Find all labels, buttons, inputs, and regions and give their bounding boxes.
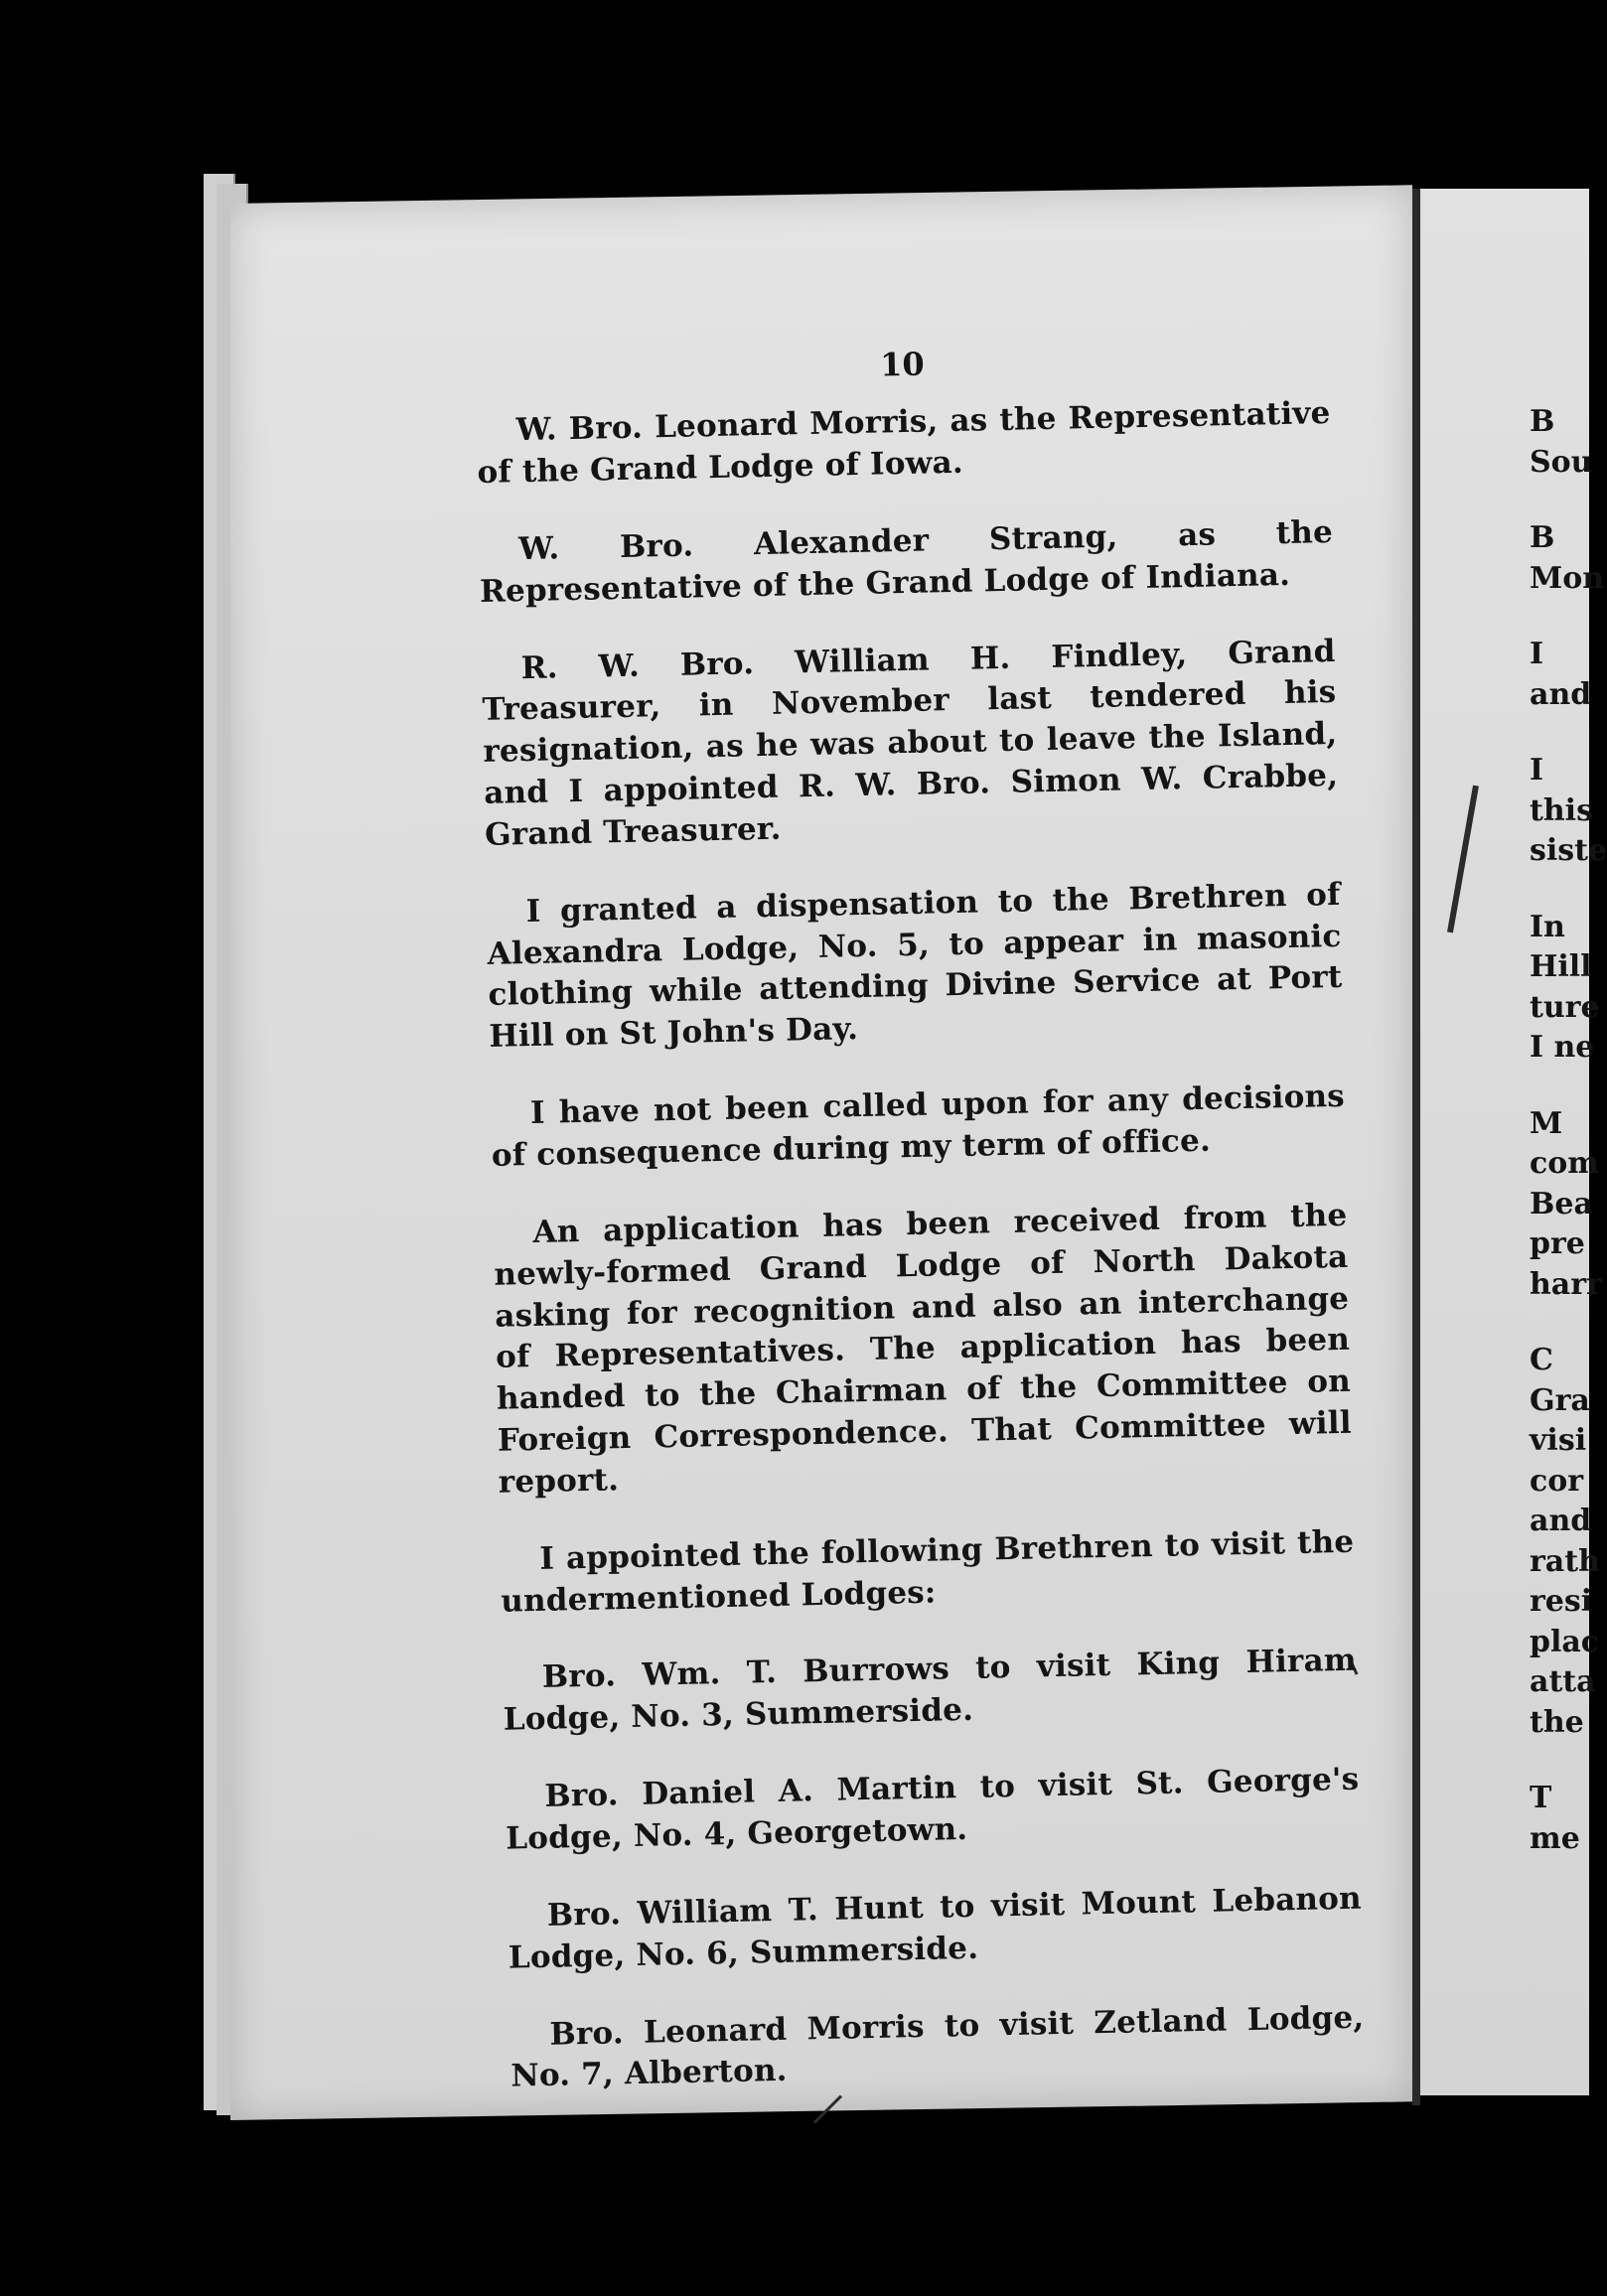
facing-fragment: I ne [1530, 1030, 1595, 1065]
facing-fragment: and [1530, 676, 1592, 712]
facing-fragment: T [1530, 1781, 1552, 1815]
facing-fragment: siste [1530, 833, 1607, 868]
facing-fragment: this [1530, 792, 1593, 828]
paragraph: I appointed the following Brethren to visit the undermentioned Lodges: [500, 1523, 1355, 1620]
paragraph: R. W. Bro. William H. Findley, Grand Treasurer, in November last tendered his resignation, as he was about to leave the Island, and I appointed R. W. Bro. Simon W. Crabbe, Grand Treasurer. [482, 633, 1339, 853]
paragraph: Bro. Wm. T. Burrows to visit King Hiram Lodge, No. 3, Summerside. [503, 1643, 1358, 1738]
paragraph: Bro. Leonard Morris to visit Zetland Lodge, No. 7, Alberton. [510, 1999, 1365, 2094]
facing-fragment: rath [1530, 1543, 1600, 1579]
page-text [475, 335, 1366, 2134]
facing-fragment: Gra [1530, 1382, 1590, 1418]
facing-fragment: atta [1530, 1664, 1596, 1699]
facing-fragment: the [1530, 1704, 1584, 1740]
paragraph: I granted a dispensation to the Brethren of Alexandra Lodge, No. 5, to appear in masonic clothing while attending Divine Service at Port Hill on St John's Day. [487, 876, 1343, 1056]
facing-fragment: In [1530, 909, 1565, 944]
facing-fragment: Sou [1530, 444, 1593, 480]
facing-fragment: ture [1530, 989, 1600, 1025]
facing-fragment: and [1530, 1504, 1592, 1538]
facing-fragment: me [1530, 1820, 1580, 1856]
facing-fragment: pre [1530, 1226, 1585, 1261]
facing-fragment: B [1530, 520, 1555, 555]
paragraph: Bro. William T. Hunt to visit Mount Lebanon Lodge, No. 6, Summerside. [508, 1880, 1363, 1976]
facing-fragment: plac [1530, 1624, 1600, 1659]
facing-fragment: com [1530, 1146, 1600, 1181]
paragraph: W. Bro. Alexander Strang, as the Representative of the Grand Lodge of Indiana. [479, 513, 1334, 610]
book-gutter [1412, 189, 1420, 2105]
facing-fragment: Hill [1530, 949, 1592, 984]
paragraph: An application has been received from the newly-formed Grand Lodge of North Dakota asking for recognition and also an interchange of Representatives. The application has been handed to the Chairman of the Committee on Foreign Correspondence. That Committee will report. [494, 1197, 1353, 1501]
facing-page-text [1530, 402, 1607, 1859]
facing-fragment: cor [1530, 1463, 1584, 1499]
paragraph: I have not been called upon for any decisions of consequence during my term of office. [491, 1077, 1346, 1174]
paragraph: W. Bro. Leonard Morris, as the Representative of the Grand Lodge of Iowa. [477, 395, 1331, 492]
facing-fragment: resi [1530, 1584, 1593, 1619]
facing-fragment: C [1530, 1343, 1553, 1377]
facing-fragment: Mon [1530, 560, 1605, 596]
facing-fragment: I [1530, 637, 1544, 671]
facing-fragment: visi [1530, 1423, 1587, 1458]
facing-fragment: I [1530, 753, 1544, 788]
paragraph: Bro. Daniel A. Martin to visit St. George's Lodge, No. 4, Georgetown. [505, 1761, 1360, 1857]
facing-fragment: M [1530, 1105, 1563, 1141]
facing-fragment: Bea [1530, 1186, 1593, 1221]
page-number: 10 [879, 345, 926, 384]
facing-fragment: B [1530, 404, 1555, 439]
facing-fragment: harr [1530, 1266, 1602, 1302]
